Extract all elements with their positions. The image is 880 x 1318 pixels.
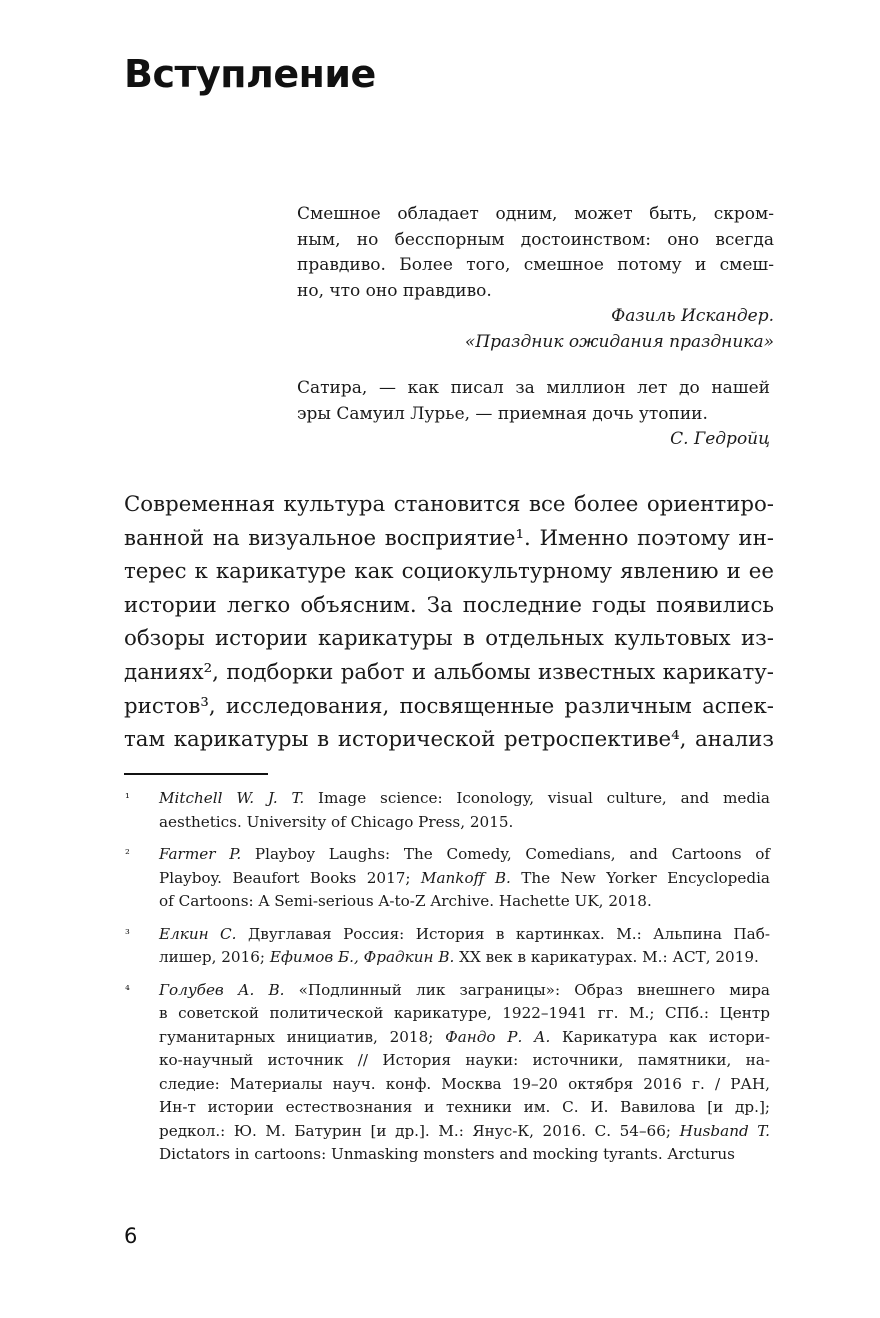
epigraph-line: ным, но бесспорным достоинством: оно всегда [297,229,774,250]
epigraph-source: «Праздник ожидания праздника» [464,331,774,352]
footnote-text: ко-научный источник // История науки: источники, памятники, на- [159,1051,770,1069]
footnote-line [159,979,770,1003]
footnote-author: Ефимов Б., Фрадкин В. [269,948,455,966]
epigraph-line: правдиво. Более того, смешное потому и смеш- [297,255,774,275]
footnote-text: The New Yorker Encyclopedia [510,868,770,887]
footnote-author: Farmer P. [159,845,242,863]
footnote-text: Dictators in cartoons: Unmasking monsters and mocking tyrants. Arcturus [159,1145,735,1163]
footnote-text: Ин-т истории естествознания и техники им. С. И. Вавилова [и др.]; [159,1098,770,1116]
body-line: обзоры истории карикатуры в отдельных культовых из- [124,626,774,652]
footnote-marker: ⁴ [125,982,130,997]
footnote-text: Карикатура как истори- [550,1027,770,1046]
footnote-text: aesthetics. University of Chicago Press, 2015. [159,812,514,831]
body-line: ванной на визуальное восприятие¹. Именно поэтому ин- [124,525,774,551]
footnote-author: Mankoff B. [420,868,511,887]
footnote-line [159,1096,770,1120]
footnote-author: Голубев А. В. [159,980,285,999]
footnote-text: XX век в карикатурах. М.: АСТ, 2019. [454,948,759,966]
footnote [124,843,770,914]
footnote-marker: ¹ [125,791,130,805]
footnote-text: редкол.: Ю. М. Батурин [и др.]. М.: Янус-К, 2016. С. 54–66; [159,1121,680,1140]
footnote-text: of Cartoons: A Semi-serious A-to-Z Archive. Hachette UK, 2018. [159,892,652,910]
epigraph [297,376,770,453]
footnote-line [159,843,770,867]
footnote-text: следие: Материалы науч. конф. Москва 19–20 октября 2016 г. / РАН, [159,1074,770,1093]
body-line: истории легко объясним. За последние годы появились [124,592,774,618]
footnote-line [159,1073,770,1097]
epigraph-line: но, что оно правдиво. [297,280,492,301]
footnote-line [159,1143,770,1167]
epigraph-line: Смешное обладает одним, может быть, скром- [297,204,774,224]
footnote-text: в советской политической карикатуре, 1922–1941 гг. М.; СПб.: Центр [159,1004,770,1022]
footnote-line [159,1026,770,1050]
footnote-divider [124,773,268,775]
epigraph [297,202,774,355]
footnote-line [159,867,770,891]
page-number: 6 [124,1224,138,1248]
epigraph-author: С. Гедройц [670,429,770,449]
footnote-text: гуманитарных инициатив, 2018; [159,1027,446,1046]
footnote-author: Husband T. [679,1121,771,1140]
footnote-line [159,1120,770,1144]
footnote-line [159,787,770,811]
footnote-text: Image science: Iconology, visual culture, and media [304,789,770,807]
footnote-text: «Подлинный лик заграницы»: Образ внешнего мира [284,980,770,999]
footnote-author: Елкин С. [159,924,237,943]
footnote-text: Двуглавая Россия: История в картинках. М.: Альпина Паб- [236,924,770,943]
body-line: даниях², подборки работ и альбомы известных карикату- [124,659,774,685]
footnotes [124,787,770,1176]
body-line: ристов³, исследования, посвященные различным аспек- [124,693,774,719]
epigraph-line: эры Самуил Лурье, — приемная дочь утопии. [297,403,708,424]
footnote [124,787,770,834]
footnote [124,979,770,1167]
footnote-marker: ³ [125,926,130,941]
footnote-author: Mitchell W. J. T. [159,789,305,807]
body-line: там карикатуры в исторической ретроспективе⁴, анализ [124,727,774,753]
footnote-text: лишер, 2016; [159,948,270,966]
footnote-line [159,890,770,914]
body-line: Современная культура становится все более ориентиро- [124,492,774,517]
footnote [124,923,770,970]
body-paragraph [124,488,774,757]
chapter-title: Вступление [124,52,376,96]
epigraph-author: Фазиль Искандер. [611,306,774,326]
footnote-text: Playboy Laughs: The Comedy, Comedians, and Cartoons of [241,845,771,863]
footnote-line [159,811,770,835]
footnote-line [159,1049,770,1073]
footnote-marker: ² [125,847,130,861]
epigraph-line: Сатира, — как писал за миллион лет до нашей [297,378,770,398]
footnote-line [159,946,770,970]
footnote-text: Playboy. Beaufort Books 2017; [159,868,421,887]
footnote-line [159,1002,770,1026]
footnote-author: Фандо Р. А. [445,1027,551,1046]
footnote-line [159,923,770,947]
body-line: терес к карикатуре как социокультурному явлению и ее [124,559,774,585]
